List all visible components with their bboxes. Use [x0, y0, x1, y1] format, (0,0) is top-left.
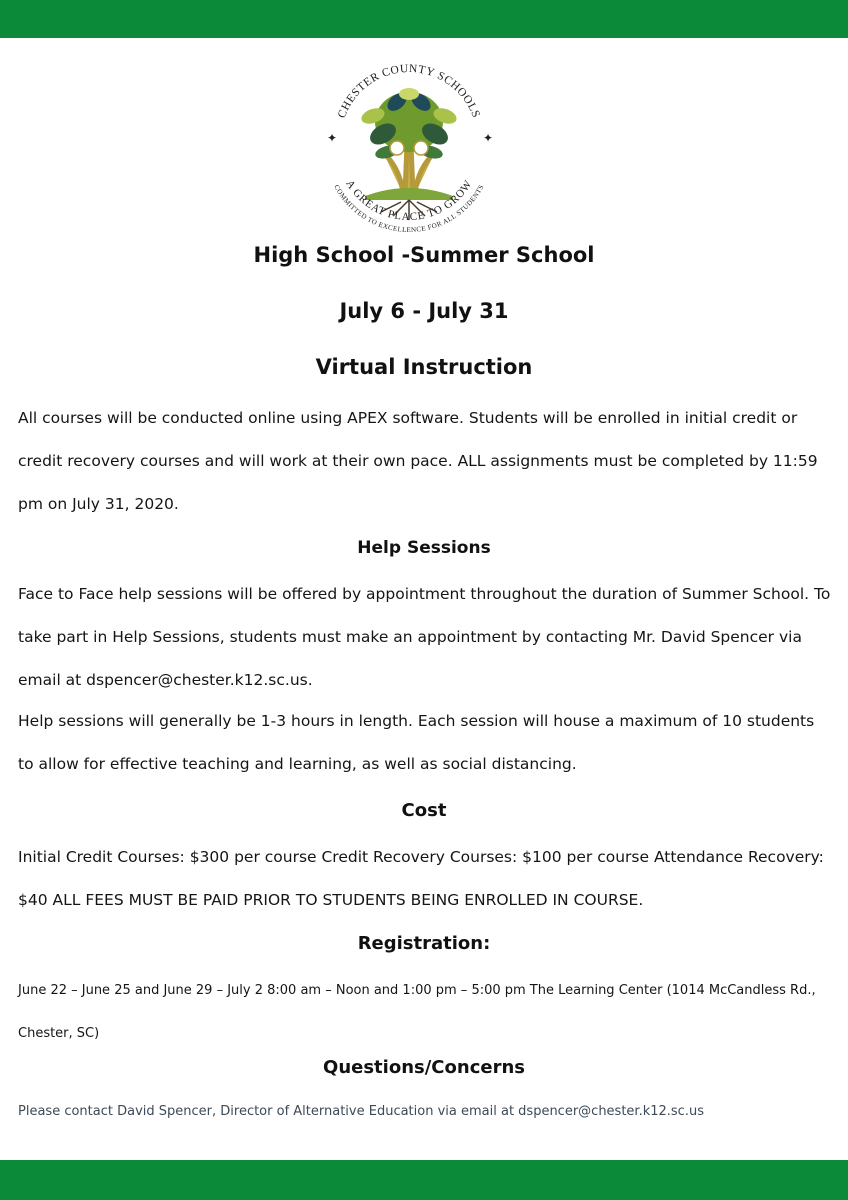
cost-heading: Cost	[401, 800, 447, 821]
cost-text: Initial Credit Courses: $300 per course Credit Recovery Courses: $100 per course Attendance Recovery: $40 ALL FEES MUST BE PAID PRIOR TO STUDENTS BEING ENROLLED IN COURSE.	[18, 848, 824, 909]
logo-bottom-text: A GREAT PLACE TO GROW	[343, 177, 475, 224]
chester-county-schools-logo	[313, 44, 505, 236]
logo-top-text: CHESTER COUNTY SCHOOLS	[335, 62, 483, 120]
bottom-green-band	[0, 1160, 848, 1200]
date-range: July 6 - July 31	[339, 299, 509, 323]
page-title: High School -Summer School	[253, 243, 595, 267]
logo-motto-text: COMMITTED TO EXCELLENCE FOR ALL STUDENTS	[332, 183, 486, 234]
help-sessions-text-2: Help sessions will generally be 1-3 hours in length. Each session will house a maximum of 10 students to allow for effective teaching and learning, as well as social distancing.	[18, 712, 815, 773]
questions-heading: Questions/Concerns	[323, 1057, 525, 1078]
tree-canopy	[359, 88, 458, 161]
svg-text:✦: ✦	[483, 131, 494, 145]
registration-text: June 22 – June 25 and June 29 – July 2 8:00 am – Noon and 1:00 pm – 5:00 pm The Learning Center (1014 McCandless Rd., Chester, SC)	[18, 983, 816, 1041]
virtual-instruction-text: All courses will be conducted online using APEX software. Students will be enrolled in initial credit or credit recovery courses and will work at their own pace. ALL assignments must be completed by 11:59 pm on July 31, 2020.	[18, 409, 818, 513]
virtual-instruction-heading: Virtual Instruction	[315, 355, 533, 379]
top-green-band	[0, 0, 848, 38]
questions-contact-text: Please contact David Spencer, Director of Alternative Education via email at dspencer@chester.k12.sc.us	[18, 1104, 704, 1119]
svg-text:✦: ✦	[327, 131, 338, 145]
help-sessions-heading: Help Sessions	[357, 538, 491, 558]
registration-heading: Registration:	[357, 933, 491, 954]
help-sessions-text-1: Face to Face help sessions will be offered by appointment throughout the duration of Summer School. To take part in Help Sessions, students must make an appointment by contacting Mr. David Spencer via email at dspencer@chester.k12.sc.us.	[18, 585, 831, 689]
